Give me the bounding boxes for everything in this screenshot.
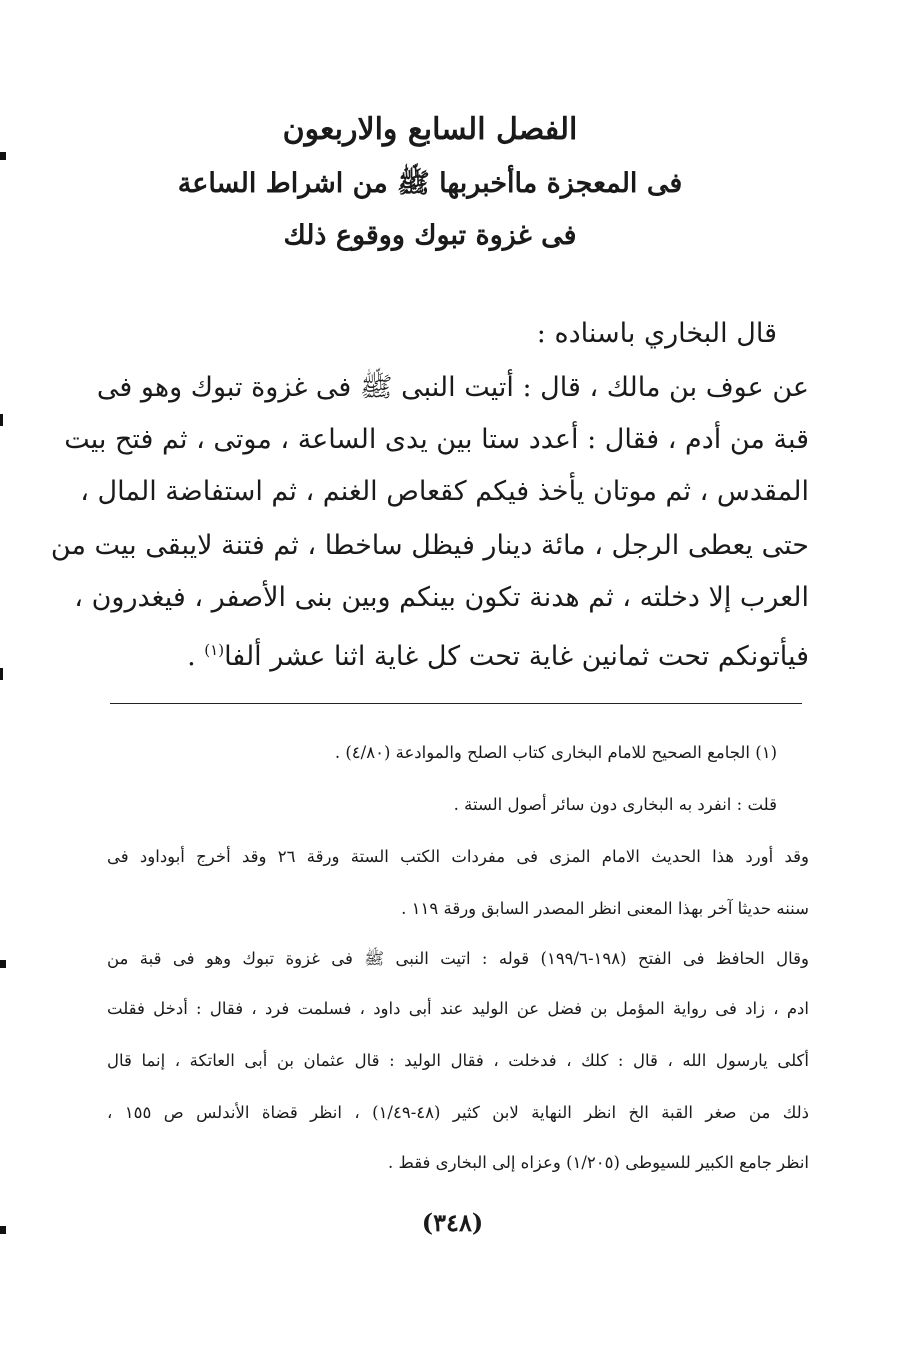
body-text-last: فيأتونكم تحت ثمانين غاية تحت كل غاية اثنا عشر ألفا bbox=[224, 641, 809, 672]
page-number: (٣٤٨) bbox=[421, 1208, 484, 1237]
footnote-line: وقد أورد هذا الحديث الامام المزى فى مفردات الكتب الستة ورقة ٢٦ وقد أخرج أبوداود فى bbox=[107, 847, 809, 866]
footnote-line: أكلى يارسول الله ، قال : كلك ، فدخلت ، فقال الوليد : قال عثمان بن أبى العاتكة ، إنما قال bbox=[107, 1051, 809, 1070]
footnote-line: انظر جامع الكبير للسيوطى (١/٢٠٥) وعزاه إلى البخارى فقط . bbox=[388, 1153, 809, 1172]
body-text-line: عن عوف بن مالك ، قال : أتيت النبى ﷺ فى غزوة تبوك وهو فى bbox=[96, 372, 809, 403]
footnote-line: وقال الحافظ فى الفتح (١٩٨-١٩٩/٦) قوله : اتيت النبى ﷺ فى غزوة تبوك وهو فى قبة من bbox=[107, 949, 809, 968]
body-text-line bbox=[109, 628, 809, 679]
chapter-title: الفصل السابع والاربعون bbox=[282, 112, 578, 147]
chapter-subtitle: فى المعجزة ماأخبربها ﷺ من اشراط الساعة bbox=[177, 168, 683, 199]
footnote-line: ذلك من صغر القبة الخ انظر النهاية لابن كثير (٤٨-١/٤٩) ، انظر قضاة الأندلس ص ١٥٥ ، bbox=[107, 1103, 809, 1122]
footnote-line: سننه حديثا آخر بهذا المعنى انظر المصدر السابق ورقة ١١٩ . bbox=[401, 899, 809, 918]
scan-edge-mark bbox=[0, 414, 3, 426]
scan-edge-mark bbox=[0, 152, 6, 160]
body-text-end: . bbox=[187, 641, 205, 672]
body-text-line: العرب إلا دخلته ، ثم هدنة تكون بينكم وبين بنى الأصفر ، فيغدرون ، bbox=[74, 582, 809, 613]
scan-edge-mark bbox=[0, 668, 3, 680]
body-intro: قال البخاري باسناده : bbox=[536, 318, 777, 349]
body-text-line: حتى يعطى الرجل ، مائة دينار فيظل ساخطا ، ثم فتنة لايبقى بيت من bbox=[50, 530, 809, 561]
chapter-subtitle: فى غزوة تبوك ووقوع ذلك bbox=[283, 220, 577, 251]
body-text-line: المقدس ، ثم موتان يأخذ فيكم كقعاص الغنم ، ثم استفاضة المال ، bbox=[80, 476, 809, 507]
footnote-marker[interactable]: (١) bbox=[204, 641, 225, 659]
footnote-divider bbox=[110, 703, 802, 704]
scan-edge-mark bbox=[0, 960, 6, 968]
footnote-line: قلت : انفرد به البخارى دون سائر أصول الستة . bbox=[453, 795, 777, 814]
footnote-line: ادم ، زاد فى رواية المؤمل بن فضل عن الوليد عند أبى داود ، فسلمت فرد ، فقال : أدخل فقلت bbox=[107, 999, 809, 1018]
body-text-line: قبة من أدم ، فقال : أعدد ستا بين يدى الساعة ، موتى ، ثم فتح بيت bbox=[64, 424, 809, 455]
footnote-line: (١) الجامع الصحيح للامام البخارى كتاب الصلح والموادعة (٤/٨٠) . bbox=[334, 743, 777, 762]
